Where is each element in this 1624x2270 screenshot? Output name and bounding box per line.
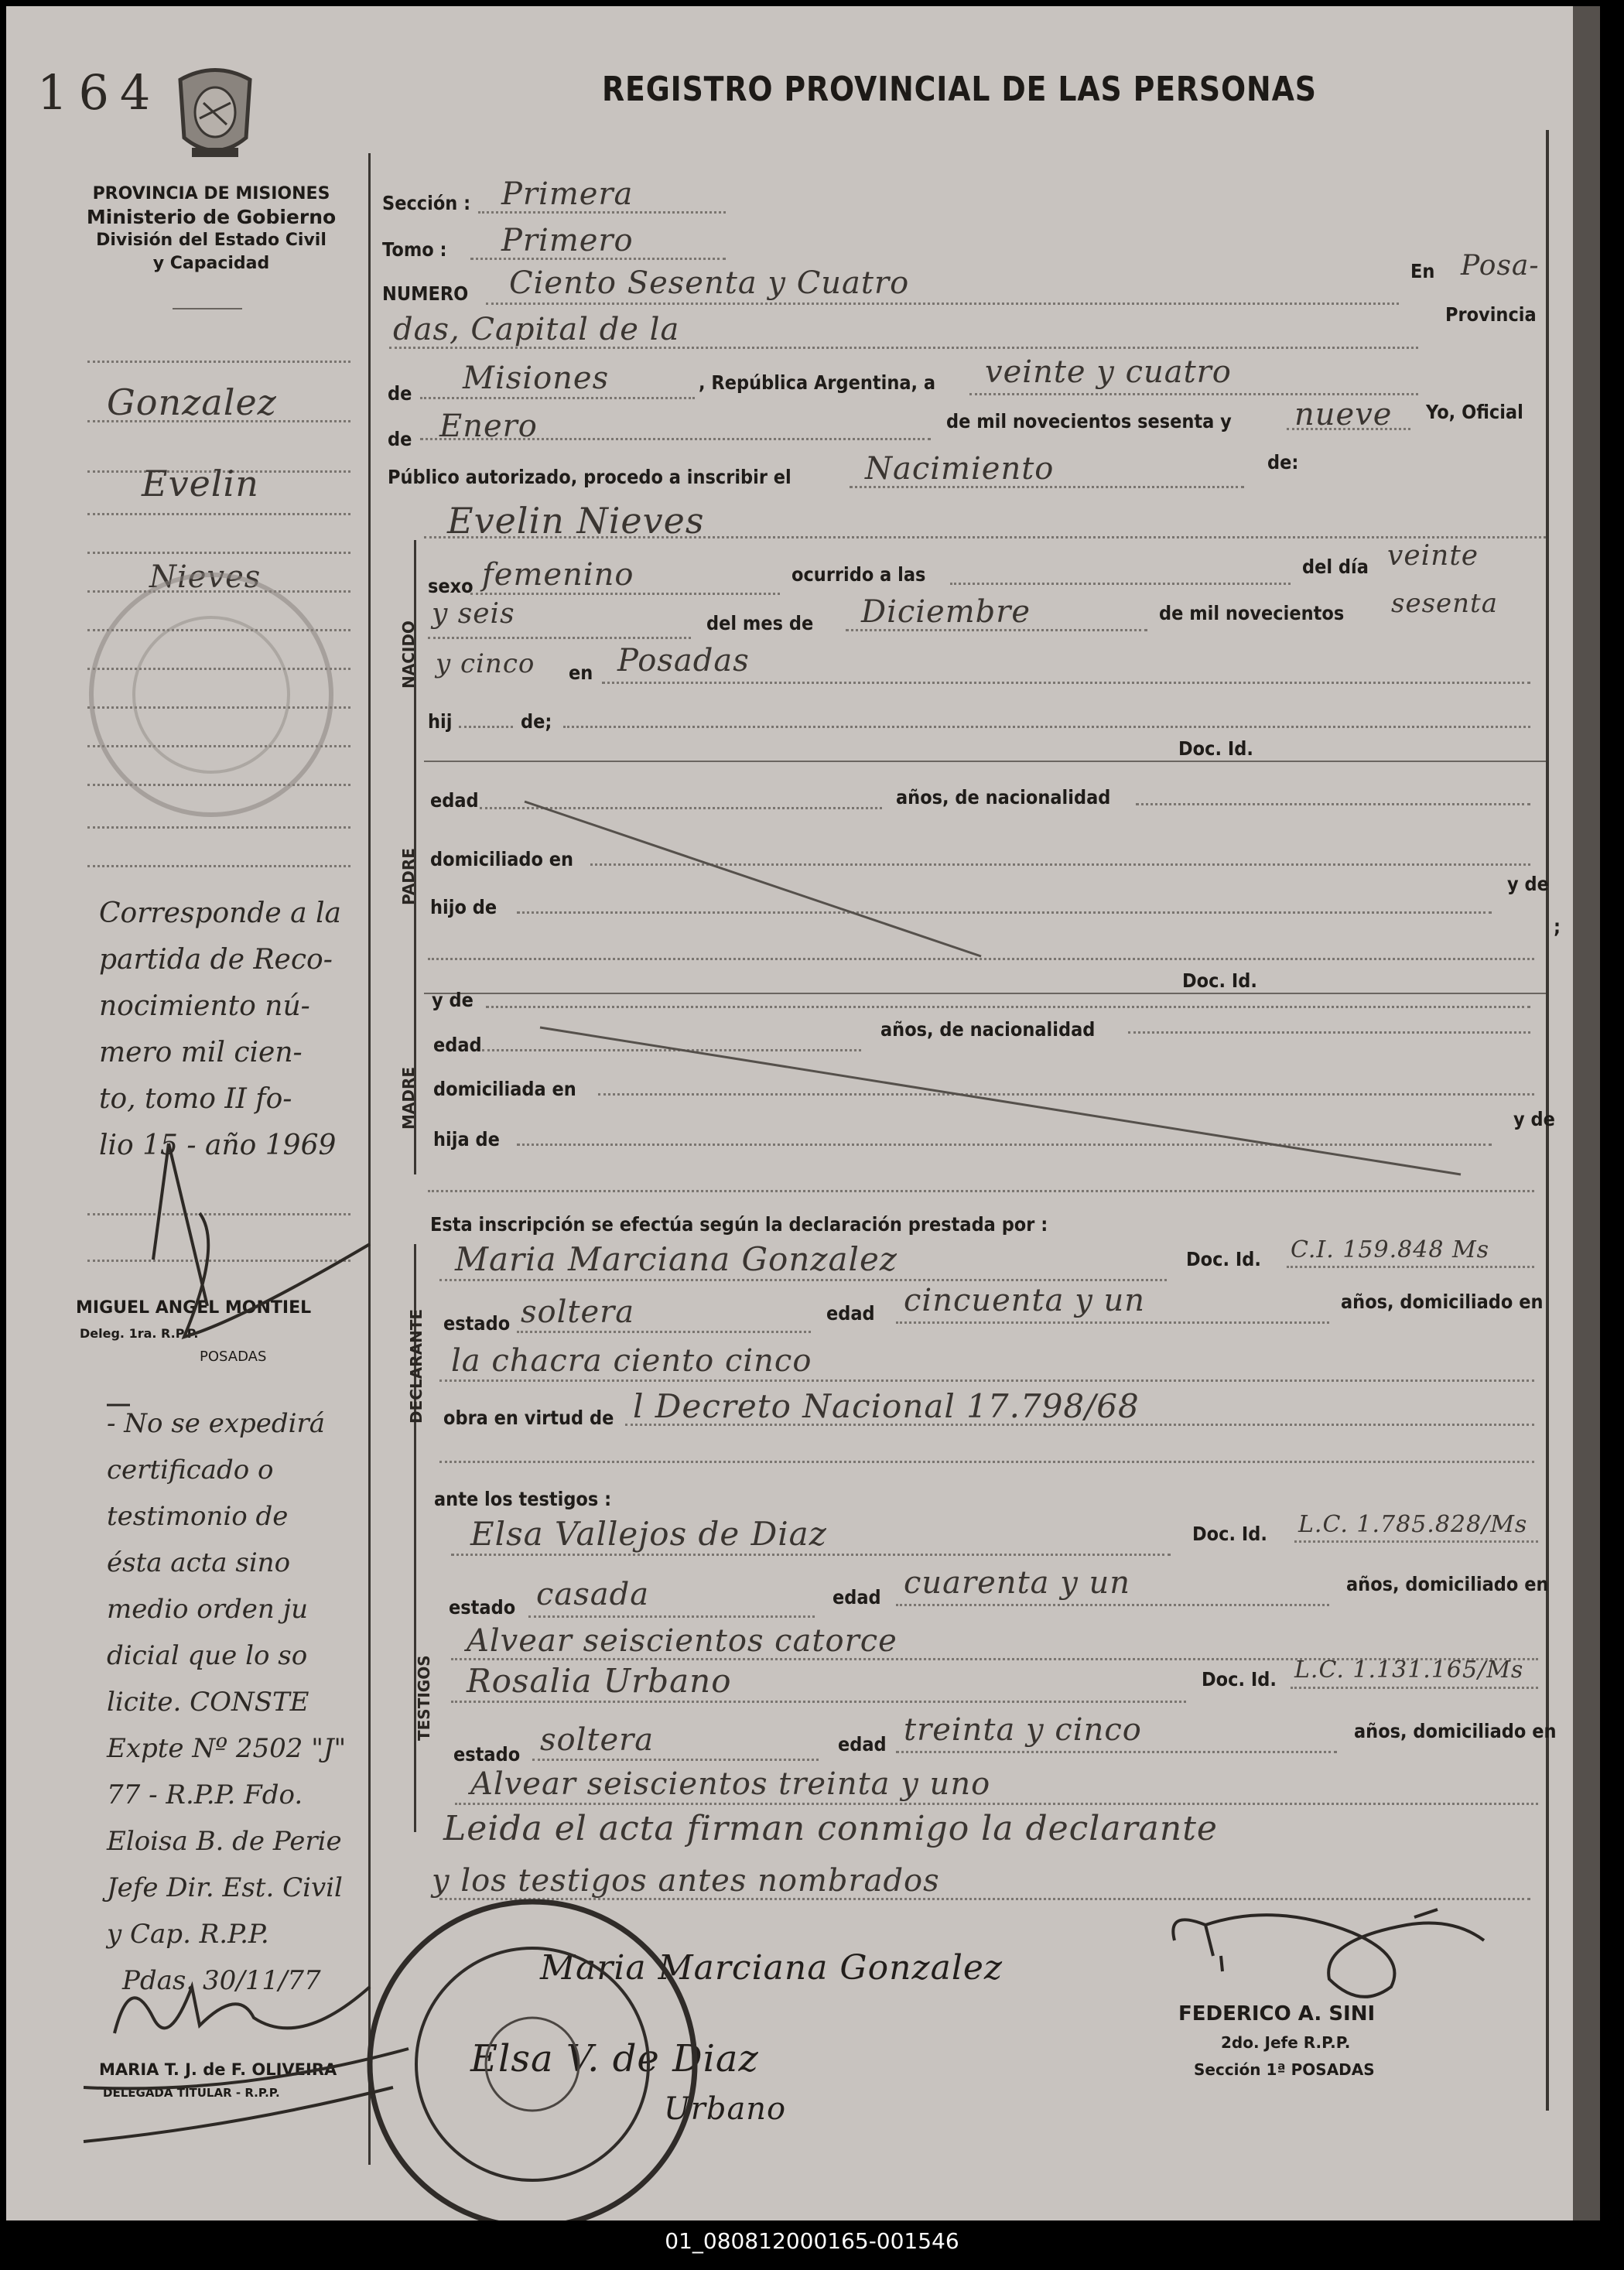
testigo2-estado: soltera — [540, 1722, 655, 1758]
en-label: En — [1410, 260, 1435, 282]
testigos-section: TESTIGOS — [415, 1655, 433, 1741]
image-footer: 01_080812000165-001546 — [665, 2228, 959, 2254]
testigo1-edad-label: edad — [833, 1586, 881, 1608]
anio-value: nueve — [1294, 397, 1393, 432]
cierre-line2: y los testigos antes nombrados — [432, 1863, 940, 1899]
mes-value: Enero — [439, 409, 538, 444]
oficial-role: 2do. Jefe R.P.P. — [1221, 2033, 1351, 2052]
nombre-value: Evelin Nieves — [447, 500, 705, 542]
declarante-domicilio: la chacra ciento cinco — [451, 1343, 812, 1379]
agency-capacity: y Capacidad — [152, 254, 270, 273]
padre-yde-label: y de — [1507, 873, 1549, 895]
sexo-value: femenino — [482, 557, 634, 593]
testigo2-doc: L.C. 1.131.165/Ms — [1294, 1656, 1524, 1684]
registrar-name: MARIA T. J. de F. OLIVEIRA — [99, 2060, 337, 2079]
declarante-doc-label: Doc. Id. — [1186, 1248, 1261, 1270]
margin-second-name: Nieves — [149, 559, 262, 595]
madre-yde-label: y de — [432, 989, 474, 1011]
en-value: Posa- — [1461, 250, 1540, 282]
firma-testigo2: Urbano — [664, 2091, 787, 2127]
declarante-doc: C.I. 159.848 Ms — [1291, 1236, 1490, 1263]
oficial-section: Sección 1ª POSADAS — [1194, 2060, 1375, 2079]
madre-edad-label: edad — [433, 1034, 482, 1056]
firma-declarante: Maria Marciana Gonzalez — [540, 1948, 1003, 1988]
obra-value: l Decreto Nacional 17.798/68 — [633, 1387, 1140, 1425]
testigo2-doc-label: Doc. Id. — [1202, 1668, 1277, 1691]
delegate-signature-icon — [153, 1144, 370, 1337]
padre-hijo-label: hijo de — [430, 896, 497, 918]
obra-label: obra en virtud de — [443, 1407, 614, 1429]
testigo2-domicilio: Alvear seiscientos treinta y uno — [470, 1766, 991, 1802]
lugar-nacido: Posadas — [617, 643, 750, 679]
tomo-label: Tomo : — [382, 238, 447, 261]
madre-yde2-label: y de — [1513, 1108, 1555, 1130]
testigo2-edad-label: edad — [838, 1733, 887, 1755]
madre-nac-label: años, de nacionalidad — [880, 1018, 1096, 1041]
seccion-label: Sección : — [382, 192, 471, 214]
declarante-nombre: Maria Marciana Gonzalez — [455, 1240, 897, 1278]
city-value: das, Capital de la — [393, 312, 680, 347]
declarante-estado: soltera — [521, 1294, 635, 1330]
registrar-role: DELEGADA TITULAR - R.P.P. — [103, 2086, 280, 2100]
ante-testigos-label: ante los testigos : — [434, 1488, 612, 1510]
page-title: REGISTRO PROVINCIAL DE LAS PERSONAS — [602, 70, 1317, 109]
declarante-domicilio-label: años, domiciliado en — [1341, 1291, 1544, 1313]
dia-value: veinte y cuatro — [985, 354, 1232, 390]
padre-doc-label: Doc. Id. — [1182, 969, 1257, 992]
de3-label: de: — [1267, 451, 1299, 473]
mes-label: del mes de — [706, 612, 814, 634]
declarante-section: DECLARANTE — [407, 1308, 426, 1424]
declarante-edad-label: edad — [826, 1302, 875, 1325]
agency-province: PROVINCIA DE MISIONES — [92, 184, 330, 203]
republica-label: , República Argentina, a — [699, 371, 936, 394]
ink-overlay — [6, 6, 1600, 2220]
declaracion-label: Esta inscripción se efectúa según la declaración prestada por : — [430, 1213, 1048, 1236]
en-nacido-label: en — [569, 662, 593, 684]
strike-madre — [540, 1027, 1461, 1174]
nacido-section: NACIDO — [399, 620, 418, 689]
register-page: 164 REGISTRO PROVINCIAL DE LAS PERSONAS PROVINCIA DE MISIONES Ministerio de Gobierno División del Estado Civil y Capacidad Gonzalez Evelin Nieves Corresponde a la partida de Reco- nocimiento nú- mero mil cien- to, tomo II fo- lio 15 - año 1969 MIGUEL ANGEL MONTIEL Deleg. 1ra. R.P.P. POSADAS - No se expedirá certificado o testimonio de ésta acta sino medio orden ju dicial que lo so licite. CONSTE Expte Nº 2502 "J" 77 - R.P.P. Fdo. Eloisa B. de Perie Jefe Dir. Est. Civil y Cap. R.P.P. Pdas. 30/11/77 MARIA T. J. de F. OLIVEIRA DELEGADA TITULAR - R.P.P. Sección : Primera Tomo : Primero NUMERO Ciento Sesenta y Cuatro En Posa- das, Capital de la Provincia de Misiones , República Argentina, a veinte y cuatro de Enero de mil novecientos sesenta y nueve Yo, Oficial Público autorizado, procedo a inscribir el Nacimiento de: Evelin Nieves NACIDO sexo femenino ocurrido a las del día veinte y seis del mes de Diciembre de mil novecientos sesenta y cinco en Posadas hij de; Doc. Id. PADRE edad años, de nacionalidad domiciliado en hijo de y de ; Doc. Id. MADRE y de edad años, de nacionalidad domiciliada en hija de y de Esta inscripción se efectúa según la declaración prestada por : DECLARANTE Maria Marciana Gonzalez Doc. Id. C.I. 159.848 Ms estado soltera edad cincuenta y un años, domiciliado en la chacra ciento cinco obra en virtud de l Decreto Nacional 17.798/68 ante los testigos : TESTIGOS Elsa Vallejos de Diaz Doc. Id. L.C. 1.785.828/Ms estado casada edad cuarenta y un años, domiciliado en Alvear seiscientos catorce Rosalia Urbano Doc. Id. L.C. 1.131.165/Ms estado soltera edad treinta y cinco años, domiciliado en Alvear seiscientos treinta y uno Leida el acta firman conmigo la declarante y los testigos antes nombrados Maria Marciana Gonzalez Elsa V. de Diaz Urbano FEDERICO A. SINI 2do. Jefe R.P.P. Sección 1ª POSADAS — [6, 6, 1600, 2220]
testigo1-estado: casada — [536, 1577, 650, 1612]
testigo2-domicilio-label: años, domiciliado en — [1354, 1720, 1557, 1742]
faint-stamp-icon — [91, 575, 331, 815]
registrar-signature-icon — [84, 1987, 409, 2142]
numero-label: NUMERO — [382, 282, 469, 305]
yo-label: Yo, Oficial — [1426, 401, 1523, 423]
page-number: 164 — [37, 64, 162, 121]
mil-nacido-label: de mil novecientos — [1159, 602, 1345, 624]
registry-seal-icon — [370, 1902, 695, 2220]
madre-section: MADRE — [399, 1066, 418, 1130]
doc-nacido-label: Doc. Id. — [1178, 737, 1253, 760]
padre-section: PADRE — [399, 848, 418, 905]
testigo1-edad: cuarenta y un — [904, 1565, 1131, 1601]
madre-hija-label: hija de — [433, 1128, 500, 1150]
provincia-value: Misiones — [463, 361, 610, 396]
anio-nacido: sesenta — [1391, 588, 1498, 619]
mil-label: de mil novecientos sesenta y — [946, 410, 1232, 432]
dia-nacido: veinte — [1387, 540, 1479, 572]
testigo1-doc-label: Doc. Id. — [1192, 1523, 1267, 1545]
numero-value: Ciento Sesenta y Cuatro — [509, 265, 910, 301]
margin-surname: Gonzalez — [107, 381, 277, 423]
testigo1-domicilio-label: años, domiciliado en — [1346, 1573, 1549, 1595]
acto-value: Nacimiento — [865, 451, 1055, 487]
seccion-value: Primera — [501, 176, 634, 212]
hij-de-label: de; — [521, 710, 552, 733]
testigo1-nombre: Elsa Vallejos de Diaz — [470, 1515, 827, 1553]
strike-padre — [525, 802, 981, 956]
padre-domicilio-label: domiciliado en — [430, 848, 574, 870]
padre-edad-label: edad — [430, 789, 479, 812]
testigo1-domicilio: Alvear seiscientos catorce — [467, 1623, 897, 1659]
del-dia-label: del día — [1302, 556, 1369, 578]
mes-nacido: Diciembre — [861, 594, 1031, 630]
declarante-edad: cincuenta y un — [904, 1283, 1146, 1318]
madre-domicilio-label: domiciliada en — [433, 1078, 576, 1100]
testigo1-doc: L.C. 1.785.828/Ms — [1298, 1511, 1528, 1538]
de-label: de — [388, 382, 412, 405]
ocurrido-label: ocurrido a las — [791, 563, 926, 586]
testigo2-nombre: Rosalia Urbano — [467, 1662, 732, 1700]
padre-nac-label: años, de nacionalidad — [896, 786, 1111, 809]
tomo-value: Primero — [501, 223, 634, 258]
anio-nacido-2: y cinco — [436, 648, 535, 679]
delegate-city: POSADAS — [200, 1349, 267, 1365]
testigo2-estado-label: estado — [453, 1743, 521, 1766]
declarante-estado-label: estado — [443, 1312, 511, 1335]
agency-division: División del Estado Civil — [96, 231, 327, 250]
provincia-label: Provincia — [1445, 303, 1537, 326]
hij-label: hij — [428, 710, 453, 733]
firma-testigo1: Elsa V. de Diaz — [470, 2037, 759, 2080]
publico-label: Público autorizado, procedo a inscribir el — [388, 466, 791, 488]
agency-ministry: Ministerio de Gobierno — [86, 206, 337, 228]
margin-given-name: Evelin — [142, 463, 259, 504]
cierre-line1: Leida el acta firman conmigo la declarante — [443, 1809, 1218, 1848]
dia-nacido-2: y seis — [432, 598, 515, 630]
delegate-name: MIGUEL ANGEL MONTIEL — [76, 1298, 312, 1318]
padre-semicolon: ; — [1554, 915, 1561, 938]
testigo1-estado-label: estado — [449, 1596, 516, 1619]
oficial-name: FEDERICO A. SINI — [1178, 2002, 1376, 2026]
de2-label: de — [388, 428, 412, 450]
delegate-role: Deleg. 1ra. R.P.P. — [80, 1326, 199, 1341]
testigo2-edad: treinta y cinco — [904, 1712, 1142, 1748]
sexo-label: sexo — [428, 575, 474, 597]
